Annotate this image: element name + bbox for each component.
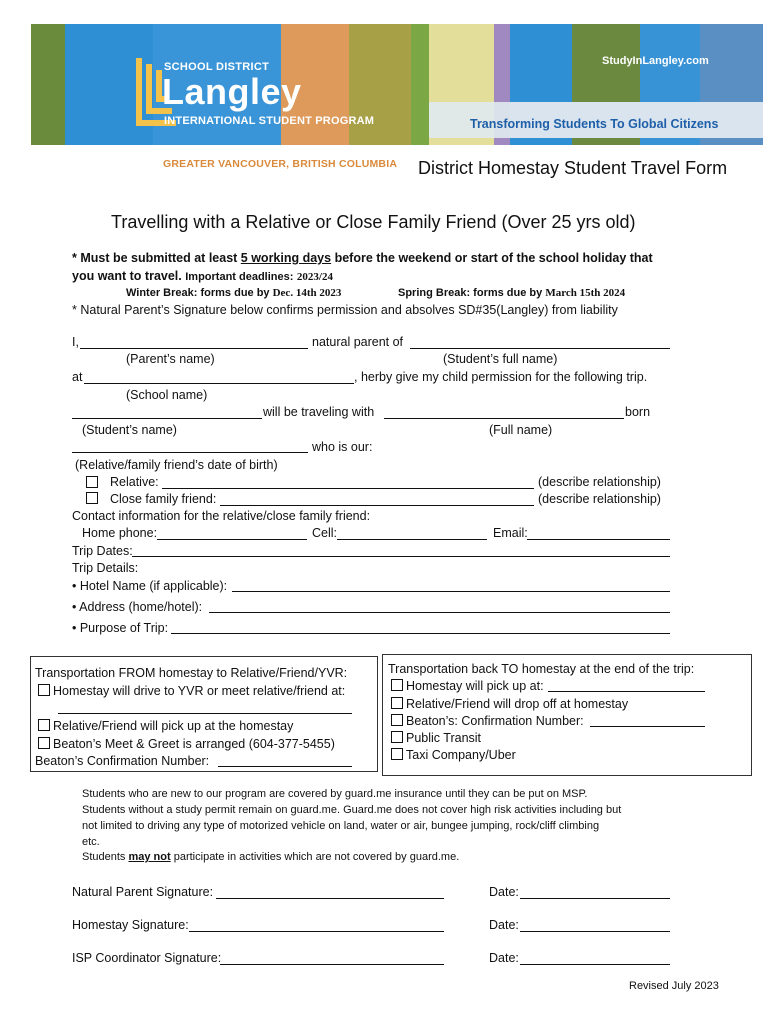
home-phone-label: Home phone: — [82, 526, 158, 540]
tagline: Transforming Students To Global Citizens — [470, 117, 719, 131]
insurance-line-5: Students may not participate in activities which are not covered by guard.me. — [82, 851, 460, 863]
notice-line-2: you want to travel. Important deadlines: 2023/24 — [72, 269, 333, 283]
isp-date-field[interactable] — [520, 964, 670, 965]
describe-relationship-caption-2: (describe relationship) — [538, 492, 661, 506]
region-label: GREATER VANCOUVER, BRITISH COLUMBIA — [163, 158, 398, 170]
transport-back-option-4[interactable]: Public Transit — [391, 731, 481, 745]
transport-from-option-2[interactable]: Relative/Friend will pick up at the homestay — [38, 719, 293, 733]
insurance-line-4: etc. — [82, 836, 100, 848]
checkbox[interactable] — [38, 737, 50, 749]
header-banner — [31, 24, 763, 145]
hotel-label: • Hotel Name (if applicable): — [72, 579, 228, 593]
insurance-line-3: not limited to driving any type of motorized vehicle on land, water or air, bungee jumping, rock/cliff climbing — [82, 820, 600, 832]
full-name-caption: (Full name) — [489, 423, 553, 437]
homestay-signature-label: Homestay Signature: — [72, 918, 189, 932]
parent-date-field[interactable] — [520, 898, 670, 899]
district-name: Langley — [162, 71, 302, 112]
close-friend-label: Close family friend: — [110, 492, 217, 506]
trip-dates-field[interactable] — [132, 556, 670, 557]
trip-dates-label: Trip Dates: — [72, 544, 133, 558]
transport-from-option-1[interactable]: Homestay will drive to YVR or meet relative/friend at: — [38, 684, 345, 698]
website-link[interactable]: StudyInLangley.com — [602, 55, 709, 67]
email-field[interactable] — [527, 539, 670, 540]
purpose-label: • Purpose of Trip: — [72, 621, 169, 635]
contact-heading: Contact information for the relative/close family friend: — [72, 509, 371, 523]
winter-deadline: Winter Break: forms due by Dec. 14th 2023 — [126, 287, 342, 299]
checkbox[interactable] — [391, 697, 403, 709]
parent-signature-field[interactable] — [216, 898, 444, 899]
student-name-field[interactable] — [72, 418, 262, 419]
relative-label: Relative: — [110, 475, 159, 489]
home-phone-field[interactable] — [157, 539, 307, 540]
insurance-line-1: Students who are new to our program are covered by guard.me insurance until they can be put on MSP. — [82, 788, 588, 800]
transport-back-option-3[interactable]: Beaton’s: Confirmation Number: — [391, 714, 584, 728]
back-confirmation-field[interactable] — [590, 726, 705, 727]
dob-caption: (Relative/family friend’s date of birth) — [75, 458, 278, 472]
trip-details-label: Trip Details: — [72, 561, 139, 575]
cell-label: Cell: — [312, 526, 338, 540]
school-name-caption: (School name) — [126, 388, 208, 402]
student-full-name-field[interactable] — [410, 348, 670, 349]
homestay-signature-field[interactable] — [189, 931, 444, 932]
transport-from-title: Transportation FROM homestay to Relative/Friend/YVR: — [35, 666, 348, 680]
parents-name-caption: (Parent’s name) — [126, 352, 215, 366]
who-is-our-label: who is our: — [312, 440, 373, 454]
relative-relationship-field[interactable] — [162, 488, 534, 489]
isp-signature-field[interactable] — [220, 964, 444, 965]
parent-signature-label: Natural Parent Signature: — [72, 885, 214, 899]
friend-relationship-field[interactable] — [220, 505, 534, 506]
signature-note: * Natural Parent’s Signature below confirms permission and absolves SD#35(Langley) from liability — [72, 303, 618, 317]
describe-relationship-caption: (describe relationship) — [538, 475, 661, 489]
beatons-confirmation-label: Beaton’s Confirmation Number: — [35, 754, 210, 768]
checkbox[interactable] — [391, 714, 403, 726]
checkbox[interactable] — [391, 731, 403, 743]
checkbox[interactable] — [391, 679, 403, 691]
close-friend-checkbox[interactable] — [86, 492, 98, 504]
page-title: Travelling with a Relative or Close Family Friend (Over 25 yrs old) — [111, 212, 636, 232]
revised-date: Revised July 2023 — [629, 980, 719, 992]
students-name-caption: (Student’s name) — [82, 423, 177, 437]
students-full-name-caption: (Student’s full name) — [443, 352, 558, 366]
dob-field[interactable] — [72, 452, 308, 453]
insurance-line-2: Students without a study permit remain on guard.me. Guard.me does not cover high risk activities including but — [82, 804, 622, 816]
notice-line-1: * Must be submitted at least 5 working days before the weekend or start of the school holiday that — [72, 251, 653, 265]
checkbox[interactable] — [38, 684, 50, 696]
address-field[interactable] — [209, 612, 670, 613]
pickup-location-field[interactable] — [548, 691, 705, 692]
email-label: Email: — [493, 526, 528, 540]
natural-parent-of-label: natural parent of — [312, 335, 404, 349]
hotel-field[interactable] — [232, 591, 670, 592]
at-label: at — [72, 370, 83, 384]
transport-back-title: Transportation back TO homestay at the end of the trip: — [388, 662, 695, 676]
homestay-date-field[interactable] — [520, 931, 670, 932]
transport-back-option-2[interactable]: Relative/Friend will drop off at homestay — [391, 697, 628, 711]
meet-location-field[interactable] — [58, 713, 352, 714]
date-label-3: Date: — [489, 951, 519, 965]
cell-field[interactable] — [337, 539, 487, 540]
transport-from-option-3[interactable]: Beaton’s Meet & Greet is arranged (604-377-5455) — [38, 737, 335, 751]
purpose-field[interactable] — [171, 633, 670, 634]
permission-text: , herby give my child permission for the following trip. — [354, 370, 648, 384]
date-label-2: Date: — [489, 918, 519, 932]
parent-name-field[interactable] — [80, 348, 308, 349]
isp-signature-label: ISP Coordinator Signature: — [72, 951, 222, 965]
checkbox[interactable] — [38, 719, 50, 731]
transport-back-option-5[interactable]: Taxi Company/Uber — [391, 748, 516, 762]
spring-deadline: Spring Break: forms due by March 15th 2024 — [398, 287, 626, 299]
school-name-field[interactable] — [84, 383, 354, 384]
transport-back-option-1[interactable]: Homestay will pick up at: — [391, 679, 544, 693]
program-name: INTERNATIONAL STUDENT PROGRAM — [164, 115, 375, 127]
i-label: I, — [72, 335, 79, 349]
relative-checkbox[interactable] — [86, 476, 98, 488]
beatons-confirmation-field[interactable] — [218, 766, 352, 767]
companion-full-name-field[interactable] — [384, 418, 624, 419]
date-label-1: Date: — [489, 885, 519, 899]
checkbox[interactable] — [391, 748, 403, 760]
born-label: born — [625, 405, 651, 419]
form-title: District Homestay Student Travel Form — [418, 158, 728, 178]
will-travel-label: will be traveling with — [263, 405, 375, 419]
address-label: • Address (home/hotel): — [72, 600, 203, 614]
school-district-label: SCHOOL DISTRICT — [164, 61, 270, 73]
